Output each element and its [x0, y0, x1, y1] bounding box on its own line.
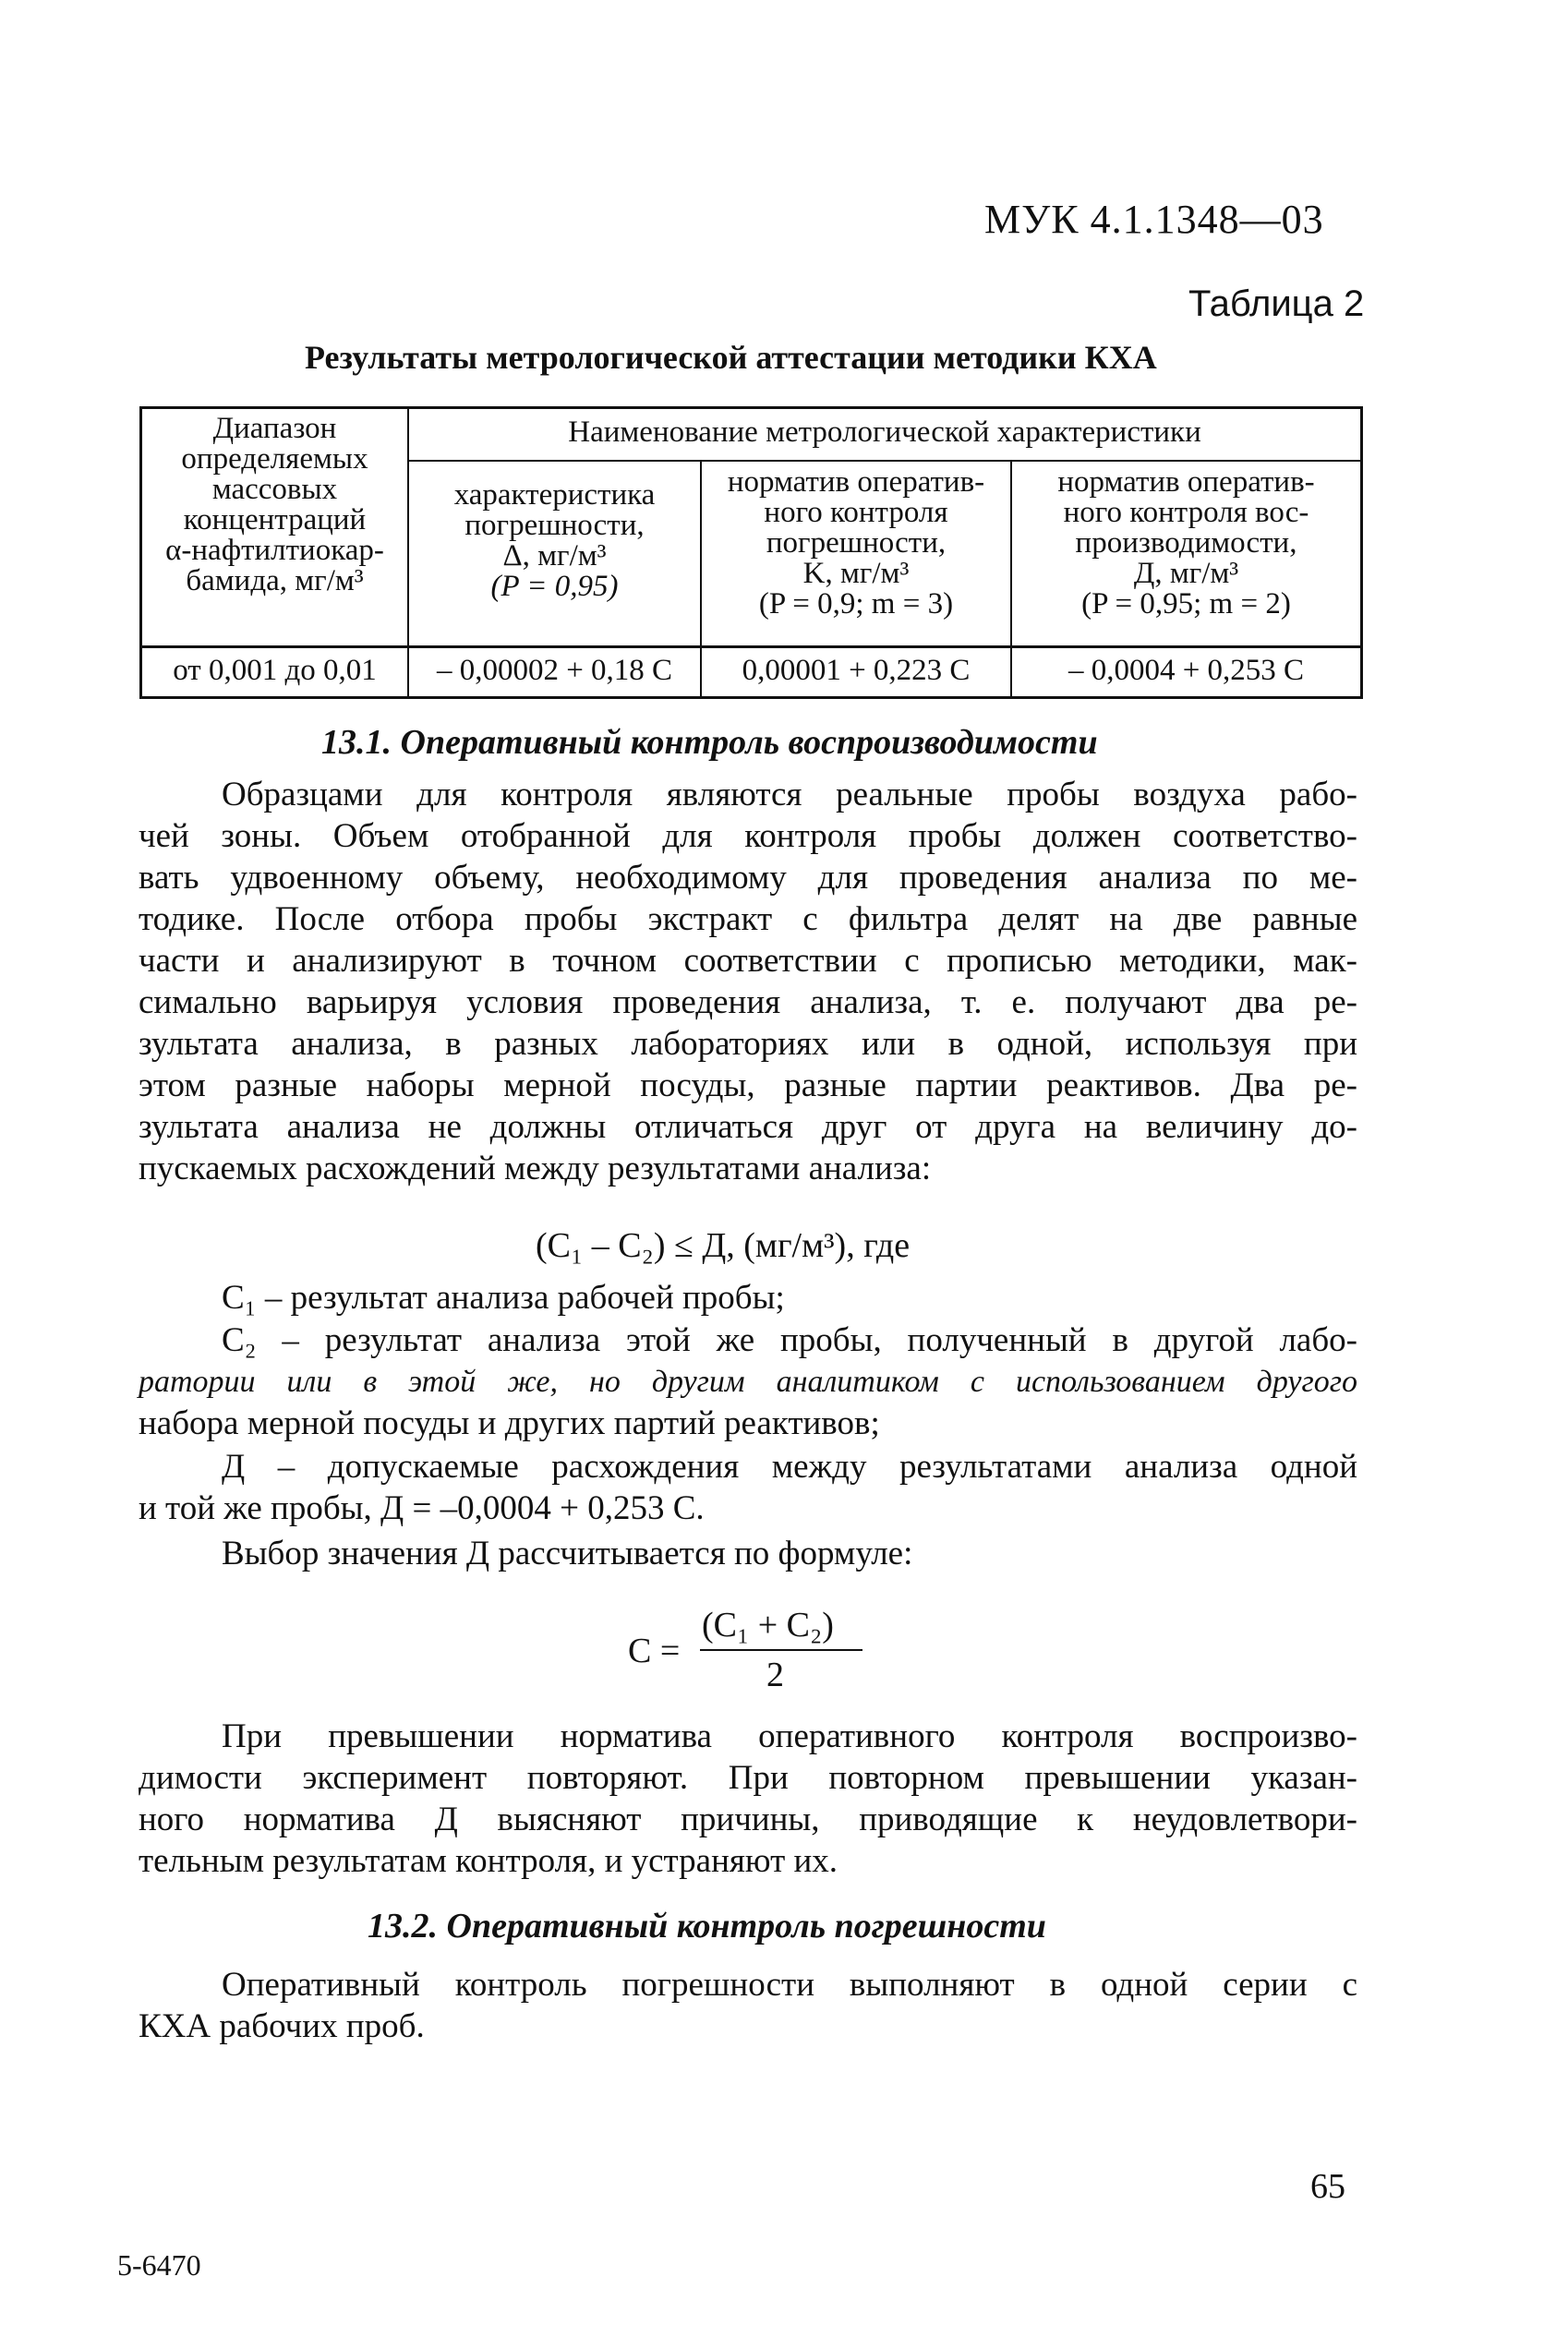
- metrology-table: [139, 406, 1363, 699]
- group-header: Наименование метрологической характеристики: [568, 416, 1201, 449]
- definition-c2: C₂ – результат анализа этой же пробы, полученный в другой лабо- ратории или в этой же, но другим аналитиком с использованием другого набора мерной посуды и других партий реактивов;: [139, 1321, 1357, 1442]
- col-header-reproducibility-control: норматив оператив- ного контроля вос- производимости, Д, мг/м³ (P = 0,95; m = 2): [1057, 465, 1315, 620]
- reproducibility-formula: (C₁ – C₂) ≤ Д, (мг/м³), где: [536, 1226, 911, 1265]
- print-code: 5-6470: [117, 2248, 201, 2282]
- table-cell-error-control: 0,00001 + 0,223 C: [742, 654, 971, 687]
- table-title: Результаты метрологической аттестации методики КХА: [305, 339, 1157, 376]
- document-code: МУК 4.1.1348—03: [984, 197, 1324, 242]
- table-cell-range: от 0,001 до 0,01: [173, 654, 377, 687]
- table-cell-reproducibility-control: – 0,0004 + 0,253 C: [1067, 654, 1305, 687]
- choice-text: Выбор значения Д рассчитывается по формуле:: [222, 1535, 913, 1572]
- table-number: Таблица 2: [1188, 283, 1365, 324]
- definition-d: Д – допускаемые расхождения между результатами анализа одной и той же пробы, Д = –0,0004 + 0,253 C.: [139, 1448, 1357, 1527]
- mean-formula: C = (C₁ + C₂) 2: [628, 1605, 868, 1697]
- paragraph-error-control: Оперативный контроль погрешности выполняют в одной серии с КХА рабочих проб.: [139, 1966, 1357, 2045]
- section-heading-13-1: 13.1. Оперативный контроль воспроизводимости: [321, 723, 1098, 762]
- definition-c1: C₁ – результат анализа рабочей пробы;: [222, 1279, 785, 1317]
- col-header-error-control: норматив оператив- ного контроля погрешности, K, мг/м³ (P = 0,9; m = 3): [727, 465, 985, 620]
- paragraph-samples: Образцами для контроля являются реальные пробы воздуха рабо- чей зоны. Объем отобранной для контроля пробы должен соответство- вать удвоенному объему, необходимому для проведения анализа по ме- тодике. После отбора пробы экстракт с фильтра делят на две равные части и анализируют в точном соответствии с прописью методики, мак- симально варьируя условия проведения анализа, т. е. получают два ре- зультата анализа, в разных лабораториях или в одной, используя при этом разные наборы мерной посуды, разные партии реактивов. Два ре- зультата анализа не должны отличаться друг от друга на величину до- пускаемых расхождений между результатами анализа:: [139, 776, 1357, 1187]
- section-heading-13-2: 13.2. Оперативный контроль погрешности: [368, 1907, 1046, 1945]
- table-cell-error: – 0,00002 + 0,18 C: [436, 654, 673, 687]
- page-number: 65: [1310, 2167, 1345, 2206]
- col-header-error: характеристика погрешности, Δ, мг/м³ (P = 0,95): [453, 478, 656, 603]
- col-header-range: Диапазон определяемых массовых концентраций α-нафтилтиокар- бамида, мг/м³: [165, 412, 384, 597]
- paragraph-exceedance: При превышении норматива оперативного контроля воспроизво- димости эксперимент повторяют. При повторном превышении указан- ного норматива Д выясняют причины, приводящие к неудовлетвори- тельным результатам контроля, и устраняют их.: [139, 1717, 1357, 1880]
